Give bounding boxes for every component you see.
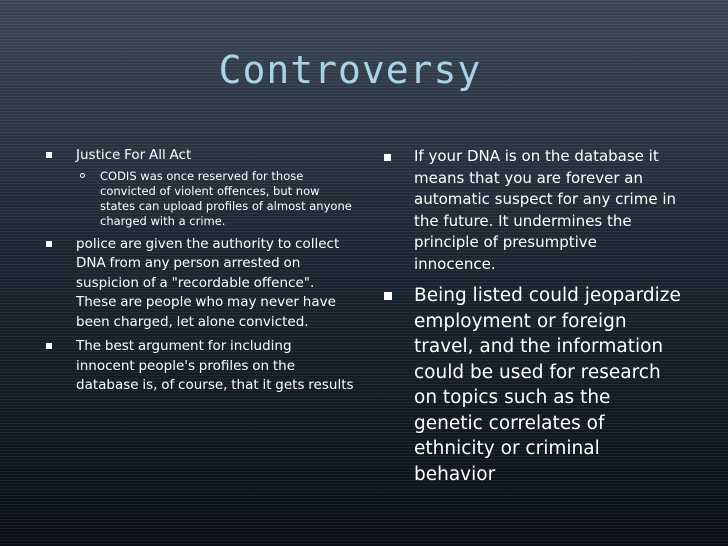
- bullet-text: The best argument for including innocent people's profiles on the database is, of course, that it gets results: [76, 338, 354, 393]
- square-bullet-icon: [384, 154, 391, 161]
- sub-bullet-list: [76, 169, 354, 229]
- list-item: [44, 146, 354, 229]
- list-item: [44, 337, 354, 396]
- ring-bullet-icon: [80, 173, 85, 178]
- square-bullet-icon: [384, 292, 392, 300]
- sub-list-item: [76, 169, 354, 229]
- bullet-text: police are given the authority to collect DNA from any person arrested on suspicion of a "recordable offence". These are people who may never have been charged, let alone convicted.: [76, 235, 340, 330]
- sub-bullet-text: CODIS was once reserved for those convicted of violent offences, but now states can upload profiles of almost anyone charged with a crime.: [100, 168, 352, 228]
- list-item: [382, 146, 682, 275]
- bullet-text: Justice For All Act: [76, 147, 192, 163]
- square-bullet-icon: [46, 152, 52, 158]
- slide-title: Controversy: [218, 48, 482, 92]
- left-column: [44, 146, 354, 401]
- list-item: [382, 283, 682, 487]
- right-bullet-list: [382, 146, 682, 487]
- bullet-text: Being listed could jeopardize employment or foreign travel, and the information could be used for research on topics such as the genetic correlates of ethnicity or criminal behavior: [414, 285, 681, 485]
- list-item: [44, 235, 354, 333]
- square-bullet-icon: [46, 241, 52, 247]
- left-bullet-list: [44, 146, 354, 396]
- right-column: [382, 146, 682, 487]
- square-bullet-icon: [46, 343, 52, 349]
- bullet-text: If your DNA is on the database it means that you are forever an automatic suspect for any crime in the future. It undermines the principle of presumptive innocence.: [414, 147, 677, 273]
